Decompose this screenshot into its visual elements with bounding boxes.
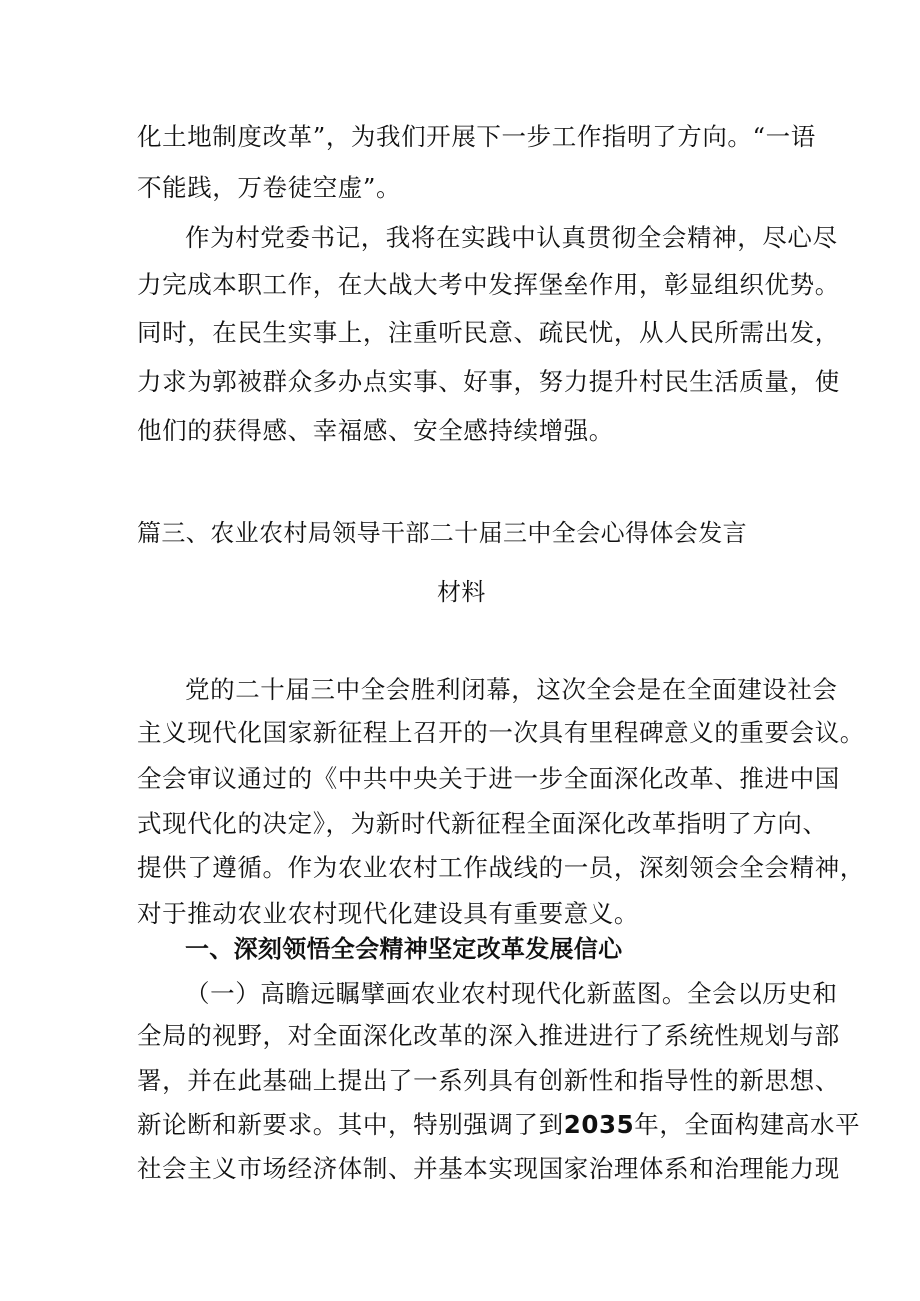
article-title-line-1: 篇三、农业农村局领导干部二十届三中全会心得体会发言 — [137, 519, 747, 547]
paragraph-2-line-4: 力求为郭被群众多办点实事、好事，努力提升村民生活质量，使 — [137, 367, 840, 396]
paragraph-4-line-3: 署，并在此基础上提出了一系列具有创新性和指导性的新思想、 — [137, 1066, 840, 1095]
paragraph-2-line-5: 他们的获得感、幸福感、安全感持续增强。 — [137, 416, 614, 445]
paragraph-4-line-4 — [137, 1110, 860, 1140]
paragraph-3-line-2: 主义现代化国家新征程上召开的一次具有里程碑意义的重要会议。 — [137, 718, 865, 747]
paragraph-4-line-4-year: 2035 — [563, 1110, 635, 1139]
section-1-heading: 一、深刻领悟全会精神坚定改革发展信心 — [185, 935, 623, 963]
paragraph-4-line-5: 社会主义市场经济体制、并基本实现国家治理体系和治理能力现 — [137, 1154, 840, 1183]
paragraph-3-line-1: 党的二十届三中全会胜利闭幕，这次全会是在全面建设社会 — [185, 675, 838, 704]
article-title-line-2: 材料 — [437, 578, 486, 606]
paragraph-1-line-2: 不能践，万卷徒空虚”。 — [137, 173, 402, 202]
paragraph-3-line-3: 全会审议通过的《中共中央关于进一步全面深化改革、推进中国 — [137, 764, 840, 793]
paragraph-4-line-2: 全局的视野，对全面深化改革的深入推进进行了系统性规划与部 — [137, 1021, 840, 1050]
paragraph-3-line-4: 式现代化的决定》，为新时代新征程全面深化改革指明了方向、 — [137, 809, 828, 838]
paragraph-3-line-6: 对于推动农业农村现代化建设具有重要意义。 — [137, 899, 639, 928]
paragraph-2-line-2: 力完成本职工作，在大战大考中发挥堡垒作用，彰显组织优势。 — [137, 270, 840, 299]
paragraph-4-line-4-rest: 年，全面构建高水平 — [634, 1110, 861, 1139]
paragraph-2-line-3: 同时，在民生实事上，注重听民意、疏民忧，从人民所需出发， — [137, 318, 840, 347]
paragraph-3-line-5: 提供了遵循。作为农业农村工作战线的一员，深刻领会全会精神， — [137, 853, 865, 882]
paragraph-4-line-1: （一）高瞻远瞩擘画农业农村现代化新蓝图。全会以历史和 — [185, 979, 838, 1008]
paragraph-4-line-4-text: 新论断和新要求。其中，特别强调了到 — [137, 1110, 564, 1139]
paragraph-1-line-1: 化土地制度改革”，为我们开展下一步工作指明了方向。“一语 — [137, 122, 816, 151]
paragraph-2-line-1: 作为村党委书记，我将在实践中认真贯彻全会精神，尽心尽 — [185, 223, 838, 252]
